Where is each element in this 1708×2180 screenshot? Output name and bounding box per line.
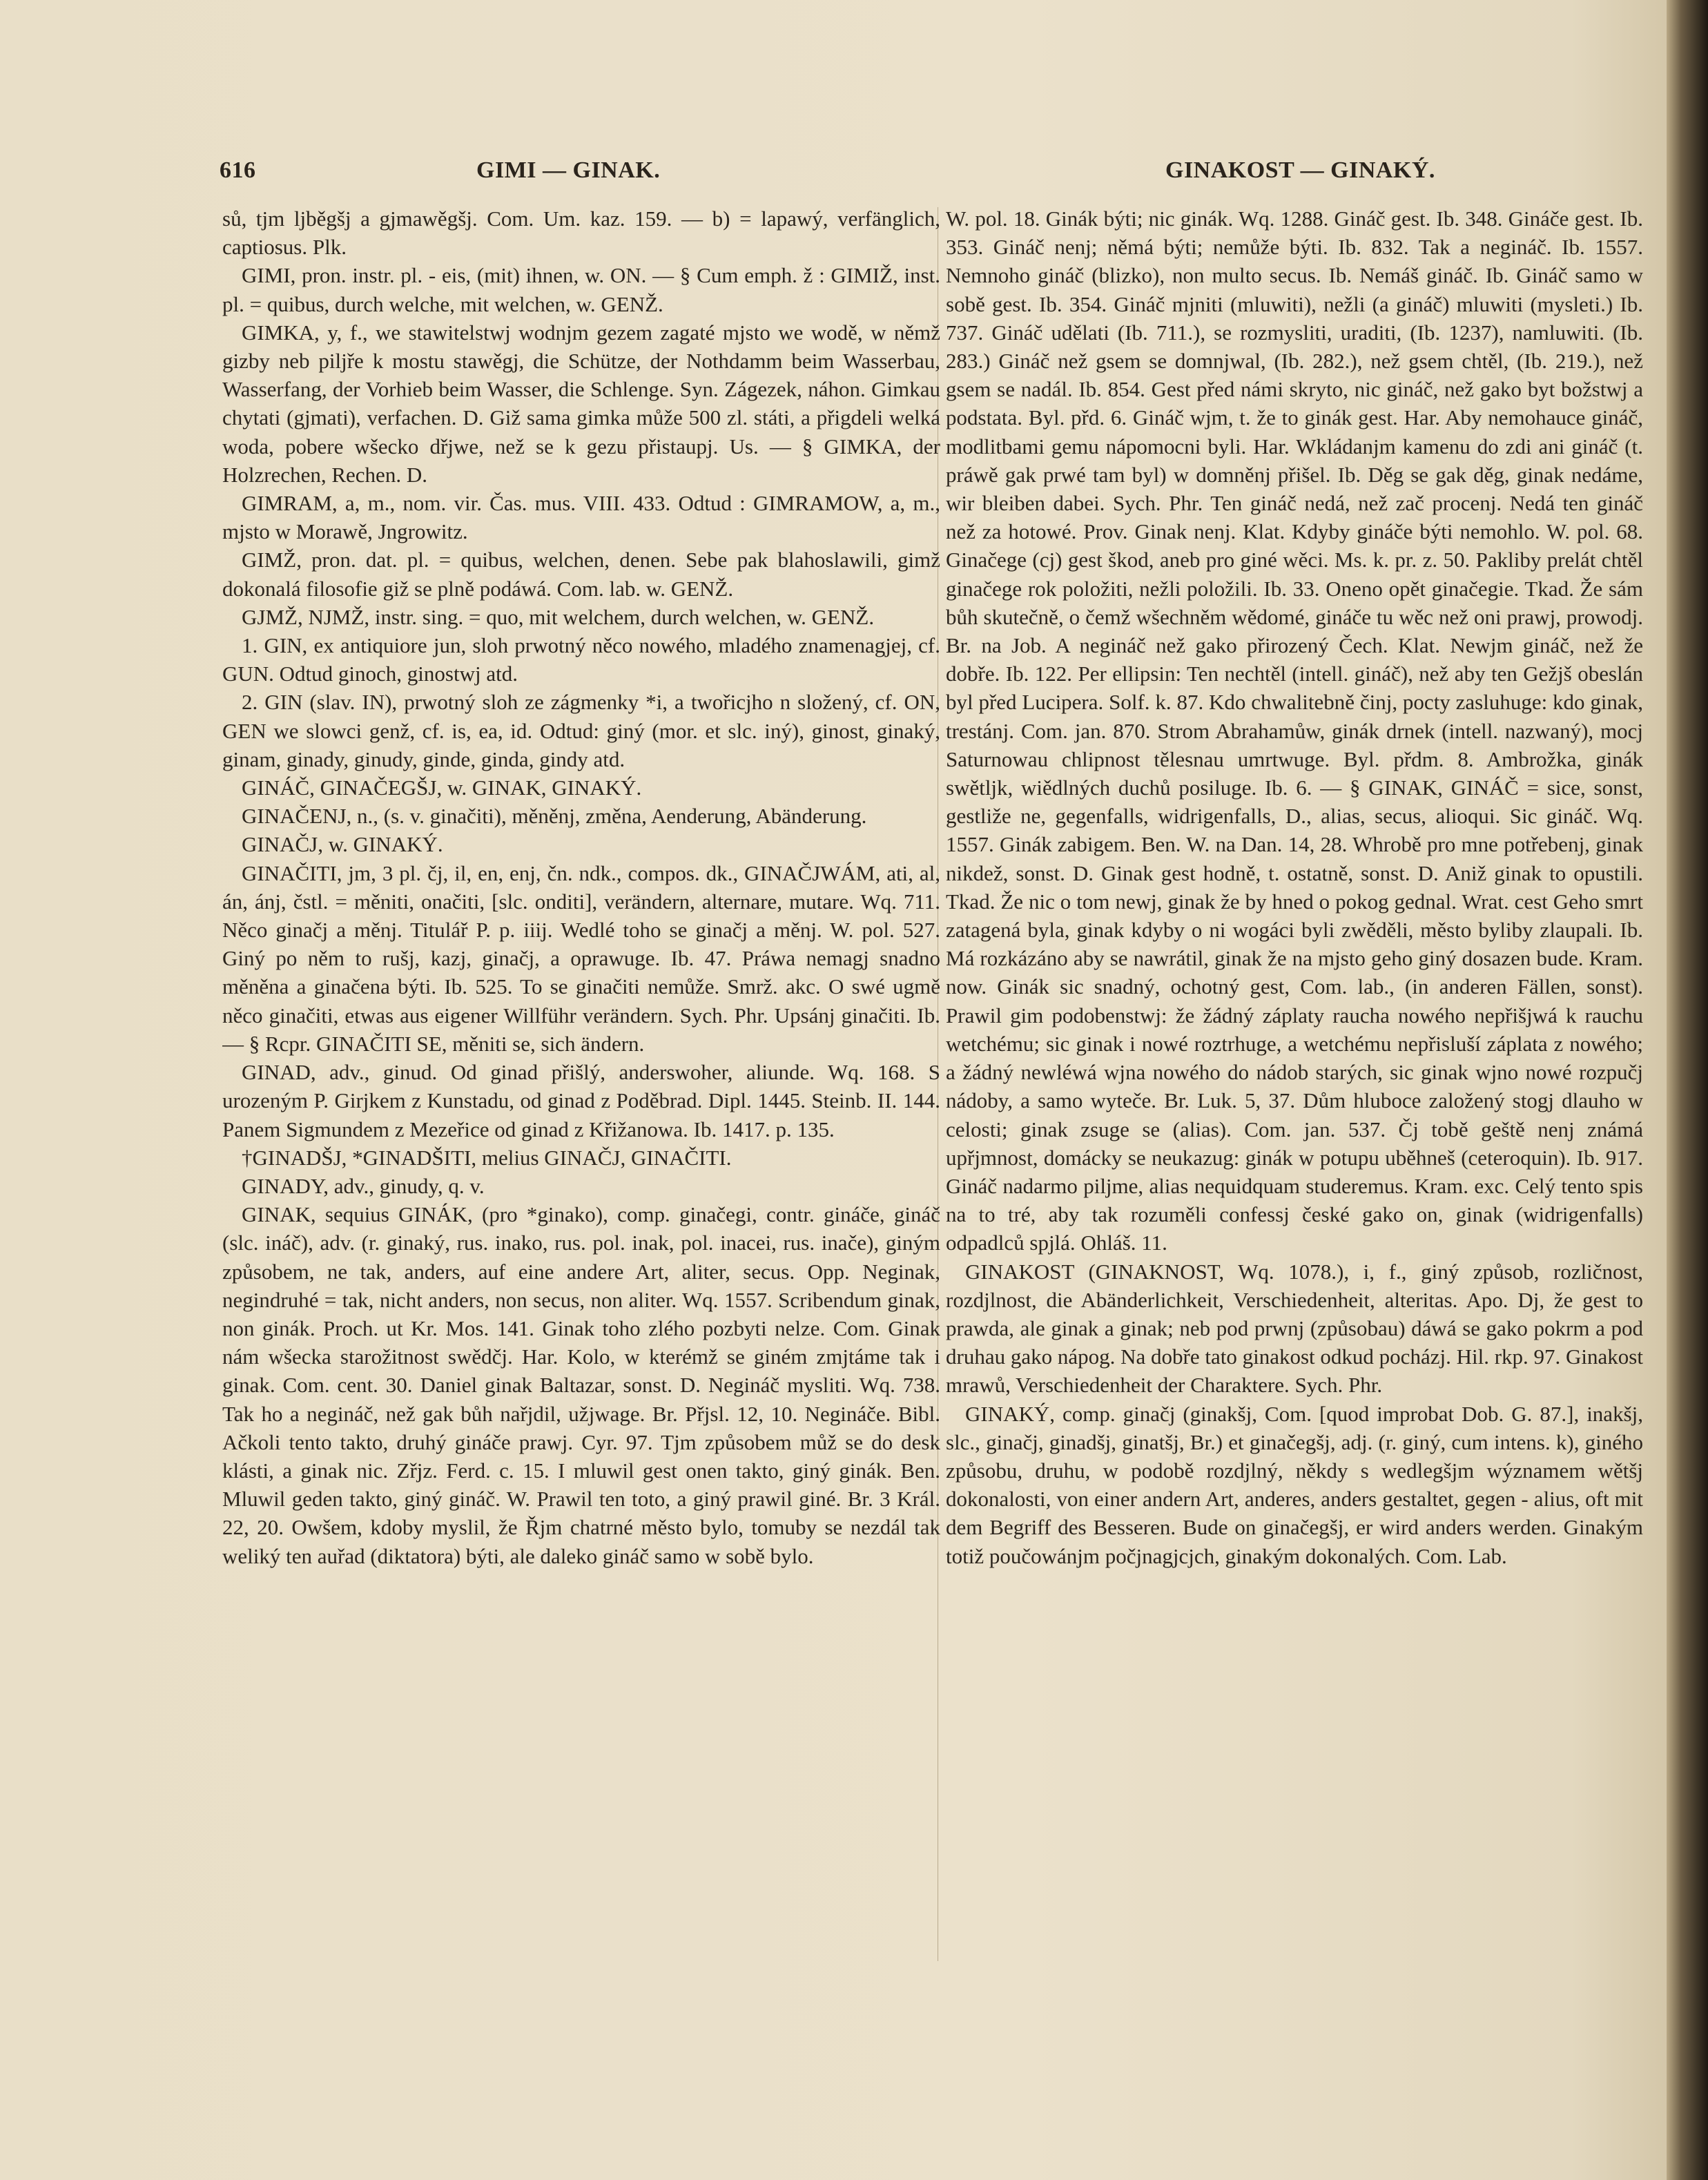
entry-gjmz: GJMŽ, NJMŽ, instr. sing. = quo, mit welchem, durch welchen, w. GENŽ. <box>242 604 875 629</box>
running-head-left: GIMI — GINAK. <box>476 157 661 183</box>
entry-gimi: GIMI, pron. instr. pl. - eis, (mit) ihnen, w. ON. — § Cum emph. ž : GIMIŽ, inst. pl. = quibus, durch welche, mit welchen, w. GENŽ. <box>222 263 940 316</box>
entry-ginady: GINADY, adv., ginudy, q. v. <box>242 1173 485 1198</box>
entry-ginad: GINAD, adv., ginud. Od ginad přišlý, anderswoher, aliunde. Wq. 168. S urozeným P. Girjkem z Kunstadu, od ginad z Poděbrad. Dipl. 1445. Steinb. II. 144. Panem Sigmundem z Mezeřice od ginad z Křižanowa. Ib. 1417. p. 135. <box>222 1060 940 1141</box>
right-column <box>946 204 1643 1972</box>
entry-ginak: GINAK, sequius GINÁK, (pro *ginako), comp. ginačegi, contr. gináče, gináč (slc. ináč), adv. (r. ginaký, rus. inako, rus. pol. inak, pol. inacei, rus. inače), giným způsobem, ne tak, anders, auf eine andere Art, aliter, secus. Opp. Neginak, negindruhé = tak, nicht anders, non secus, non aliter. Wq. 1557. Scribendum ginak, non ginák. Proch. ut Kr. Mos. 141. Ginak toho zlého pozbyti nelze. Com. Ginak nám wšecka starožitnost swědčj. Har. Kolo, w kterémž se giném zmjtáme tak i ginak. Com. cent. 30. Daniel ginak Baltazar, sonst. D. Negináč mysliti. Wq. 738. Tak ho a negináč, než gak bůh nařjdil, užjwage. Br. Přjsl. 12, 10. Negináče. Bibl. Ačkoli tento takto, druhý gináče prawj. Cyr. 97. Tjm způsobem můž se do desk klásti, a ginak nic. Zřjz. Ferd. c. 15. I mluwil gest onen takto, giný ginák. Ben. Mluwil geden takto, giný gináč. W. Prawil ten toto, a giný prawil giné. Br. 3 Král. 22, 20. Owšem, kdoby myslil, že Řjm chatrné město bylo, tomuby se nezdál tak weliký ten auřad (diktatora) býti, ale daleko gináč samo w sobě bylo. <box>222 1202 940 1568</box>
entry-gimram: GIMRAM, a, m., nom. vir. Čas. mus. VIII. 433. Odtud : GIMRAMOW, a, m., mjsto w Morawě, Jngrowitz. <box>222 491 940 544</box>
entry-continuation: sů, tjm ljběgšj a gjmawěgšj. Com. Um. kaz. 159. — b) = lapawý, verfänglich, captiosus. Plk. <box>222 206 940 260</box>
entry-ginacenj: GINAČENJ, n., (s. v. ginačiti), měněnj, změna, Aenderung, Abänderung. <box>242 804 867 829</box>
entry-ginaciti: GINAČITI, jm, 3 pl. čj, il, en, enj, čn. ndk., compos. dk., GINAČJWÁM, ati, al, án, ánj, čstl. = měniti, onačiti, [slc. onditi], verändern, alternare, mutare. Wq. 711. Něco ginačj a měnj. Titulář P. p. iiij. Wedlé toho se ginačj a měnj. W. pol. 527. Giný po něm to rušj, kazj, ginačj, a oprawuge. Ib. 47. Práwa nemagj snadno měněna a ginačena býti. Ib. 525. To se ginačiti nemůže. Smrž. akc. O swé ugmě něco ginačiti, etwas aus eigener Willführ verändern. Sych. Phr. Upsánj ginačiti. Ib. — § Rcpr. GINAČITI SE, měniti se, sich ändern. <box>222 860 940 1056</box>
entry-gin-1: 1. GIN, ex antiquiore jun, sloh prwotný něco nowého, mladého znamenagjej, cf. GUN. Odtud ginoch, ginostwj atd. <box>222 633 940 686</box>
running-head-right: GINAKOST — GINAKÝ. <box>1165 157 1435 183</box>
entry-ginak-continued: W. pol. 18. Ginák býti; nic ginák. Wq. 1288. Gináč gest. Ib. 348. Gináče gest. Ib. 353. Gináč nenj; němá býti; nemůže býti. Ib. 832. Tak a negináč. Ib. 1557. Nemnoho gináč (blizko), non multo secus. Ib. Nemáš gináč. Ib. Gináč samo w sobě gest. Ib. 354. Gináč mjniti (mluwiti), nežli (a gináč) mluwiti (mysleti.) Ib. 737. Gináč udělati (Ib. 711.), se rozmysliti, uraditi, (Ib. 1237), namluwiti. (Ib. 283.) Gináč než gsem se domnjwal, (Ib. 282.), než gsem chtěl, (Ib. 219.), než gsem se nadál. Ib. 854. Gest před námi skryto, nic gináč, než gako byt božstwj a podstata. Byl. přd. 6. Gináč wjm, t. že to ginák gest. Har. Aby nemohauce gináč, modlitbami gemu nápomocni byli. Har. Wkládanjm kamenu do zdi ani gináč (t. práwě gak prwé tam byl) w domněnj přišel. Ib. Děg se gak děg, ginak nedáme, wir bleiben dabei. Sych. Phr. Ten gináč nedá, než zač procenj. Nedá ten gináč než za hotowé. Prov. Ginak nenj. Klat. Kdyby gináče býti nemohlo. W. pol. 68. Ginačege (cj) gest škod, aneb pro giné wěci. Ms. k. pr. z. 50. Pakliby prelát chtěl ginačege rok položiti, nežli položili. Ib. 33. Oneno opět ginačegie. Tkad. Že sám bůh skutečně, o čemž wšechněm wědomé, gináče tu wěc než oni prawj, prowodj. Br. na Job. A negináč než gako přirozený Čech. Klat. Newjm gináč, než že dobře. Ib. 122. Per ellipsin: Ten nechtěl (intell. gináč), než aby ten Gežjš obeslán byl před Lucipera. Solf. k. 87. Kdo chwalitebně činj, pocty zasluhuge: kdo ginak, trestánj. Com. jan. 870. Strom Abrahamůw, ginák drnek (intell. nazwaný), mocj Saturnowau chlipnost tělesnau umrtwuge. Byl. přdm. 8. Ambrožka, ginák swětljk, wiědlných duchů posiluge. Ib. 6. — § GINAK, GINÁČ = sice, sonst, gestliže ne, gegenfalls, widrigenfalls, D., alias, secus, alioqui. Sic gináč. Wq. 1557. Ginák zabigem. Ben. W. na Dan. 14, 28. Whrobě pro mne potřebenj, ginak nikdež, sonst. D. Ginak gest hodně, t. ostatně, sonst. D. Aniž ginak to opustili. Tkad. Že nic o tom newj, ginak že by hned o pokog gednal. Wrat. cest Geho smrt zatagená byla, ginak kdyby o ni wogáci byli zwěděli, město byliby zlaupali. Ib. Má rozkázáno aby se nawrátil, ginak že na mjsto geho giný dosazen bude. Kram. now. Ginák sic snadný, ochotný gest, Com. lab., (in anderen Fällen, sonst). Prawil gim podobenstwj: že žádný záplaty raucha nowého nepřišjwá k rauchu wetchému; sic ginak i nowé roztrhuge, a wetchému nepřisluší záplata z nowého; a žádný newléwá wjna nowého do nádob starých, sic ginak wjno nowé rozpučj nádoby, a samo wyteče. Br. Luk. 5, 37. Dům hluboce založený stogj dlauho w celosti; ginak zsuge se (alias). Com. jan. 537. Čj tobě geště nenj známá upřjmnost, domácky se neukazug: ginák w potupu uběhneš (ceteroquin). Ib. 917. Gináč nadarmo piljme, alias nequidquam studeremus. Kram. exc. Celý tento spis na to tré, aby tak rozuměli confessj české gako on, ginak (widrigenfalls) odpadlců spjlá. Ohláš. 11. <box>946 206 1643 1255</box>
page-number: 616 <box>220 157 256 183</box>
left-column <box>222 204 940 1972</box>
entry-ginacj: GINAČJ, w. GINAKÝ. <box>242 832 443 857</box>
entry-ginakost: GINAKOST (GINAKNOST, Wq. 1078.), i, f., giný způsob, rozličnost, rozdjlnost, die Abänderlichkeit, Verschiedenheit, alteritas. Apo. Dj, že gest to prawda, ale ginak a ginak; neb pod prwnj (způsobau) dáwá se gako pokrm a pod druhau gako nápog. Na dobře tato ginakost odkud pocházj. Hil. rkp. 97. Ginakost mrawů, Verschiedenheit der Charaktere. Sych. Phr. <box>946 1259 1643 1398</box>
entry-ginaky: GINAKÝ, comp. ginačj (ginakšj, Com. [quod improbat Dob. G. 87.], inakšj, slc., ginačj, ginadšj, ginatšj, Br.) et ginačegšj, adj. (r. giný, cum intens. k), giného způsobu, druhu, w podobě rozdjlný, někdy s wedlegšjm wýznamem wětšj dokonalosti, von einer andern Art, anderes, anders gestaltet, gegen - alius, oft mit dem Begriff des Besseren. Bude on ginačegšj, er wird anders werden. Ginakým totiž poučowánjm počjnagjcjch, ginakým dokonalých. Com. Lab. <box>946 1401 1643 1568</box>
entry-gin-2: 2. GIN (slav. IN), prwotný sloh ze zágmenky *i, a twořicjho n složený, cf. ON, GEN we slowci genž, cf. is, ea, id. Odtud: giný (mor. et slc. iný), ginost, ginaký, ginam, ginady, ginudy, ginde, ginda, gindy atd. <box>222 690 940 771</box>
entry-gimz: GIMŽ, pron. dat. pl. = quibus, welchen, denen. Sebe pak blahoslawili, gimž dokonalá filosofie giž se plně podáwá. Com. lab. w. GENŽ. <box>222 548 940 601</box>
book-spine-edge <box>1667 0 1708 2180</box>
entry-ginac: GINÁČ, GINAČEGŠJ, w. GINAK, GINAKÝ. <box>242 775 642 800</box>
entry-gimka: GIMKA, y, f., we stawitelstwj wodnjm gezem zagaté mjsto we wodě, w němž gizby neb piljře k mostu stawěgj, die Schütze, der Nothdamm beim Wasserbau, Wasserfang, der Vorhieb beim Wasser, die Schlenge. Syn. Zágezek, náhon. Gimkau chytati (gjmati), verfachen. D. Giž sama gimka může 500 zl. státi, a přigdeli welká woda, pobere wšecko dřjwe, než se k gezu přistaupj. Us. — § GIMKA, der Holzrechen, Rechen. D. <box>222 320 940 487</box>
entry-ginadsj: †GINADŠJ, *GINADŠITI, melius GINAČJ, GINAČITI. <box>242 1145 732 1170</box>
